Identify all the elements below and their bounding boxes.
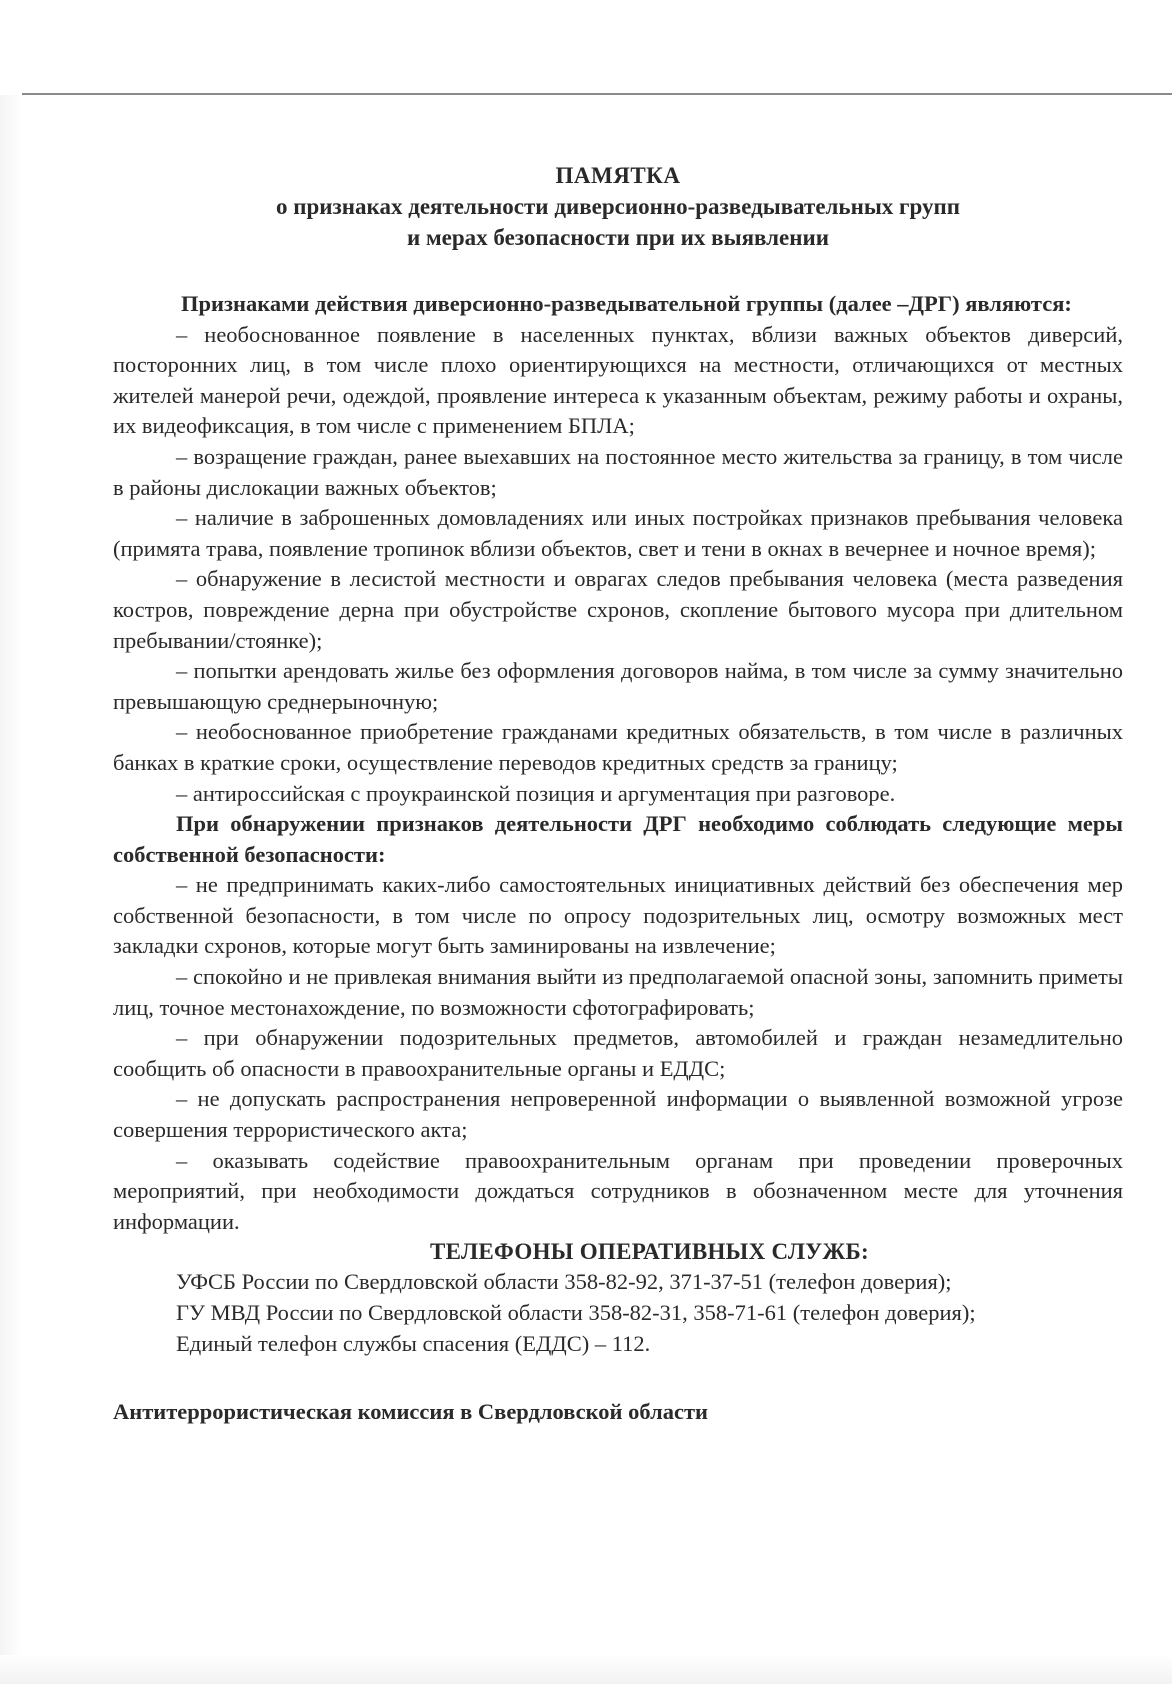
title-subtitle-2: и мерах безопасности при их выявлении [406,225,829,250]
measure-item: – не допускать распространения непроверенной информации о выявленной возможной угрозе совершения террористического акта; [113,1086,1123,1143]
sign-item: – возращение граждан, ранее выехавших на постоянное место жительства за границу, в том числе в районы дислокации важных объектов; [113,443,1123,500]
measures-intro: При обнаружении признаков деятельности ДРГ необходимо соблюдать следующие меры собственной безопасности: [113,811,1123,867]
title-subtitle-1: о признаках деятельности диверсионно-разведывательных групп [276,194,960,219]
document-body [113,289,1123,1359]
scan-page-edge [22,93,1172,95]
sign-item: – антироссийская с проукраинской позиция и аргументация при разговоре. [176,780,896,806]
sign-item: – наличие в заброшенных домовладениях или иных постройках признаков пребывания человека (примята трава, появление тропинок вблизи объектов, свет и тени в окнах в вечернее и ночное время); [113,505,1123,561]
scan-bottom-shadow [0,1655,1172,1684]
sign-item: – необоснованное приобретение гражданами кредитных обязательств, в том числе в различных банках в краткие сроки, осуществление переводов кредитных средств за границу; [113,719,1123,775]
phones-heading: ТЕЛЕФОНЫ ОПЕРАТИВНЫХ СЛУЖБ: [430,1239,869,1265]
sign-item: – попытки арендовать жилье без оформления договоров найма, в том числе за сумму значительно превышающую среднерыночную; [113,658,1123,714]
sign-item: – необоснованное появление в населенных пунктах, вблизи важных объектов диверсий, посторонних лиц, в том числе плохо ориентирующихся на местности, отличающихся от местных жителей манерой речи, одеждой, проявление интереса к указанным объектам, режиму работы и охраны, их видеофиксация, в том числе с применением БПЛА; [113,321,1123,439]
document-title [113,160,1123,253]
sign-item: – обнаружение в лесистой местности и оврагах следов пребывания человека (места разведения костров, повреждение дерна при обустройстве схронов, скопление бытового мусора при длительном пребывании/стоянке); [113,566,1123,653]
phone-item: УФСБ России по Свердловской области 358-82-92, 371-37-51 (телефон доверия); [176,1269,952,1295]
measure-item: – оказывать содействие правоохранительным органам при проведении проверочных мероприятий, при необходимости дождаться сотрудников в обозначенном месте для уточнения информации. [113,1147,1123,1234]
document-page [113,160,1123,1427]
phone-item: ГУ МВД России по Свердловской области 358-82-31, 358-71-61 (телефон доверия); [176,1300,976,1325]
scan-left-shadow [0,95,22,1655]
measure-item: – спокойно и не привлекая внимания выйти из предполагаемой опасной зоны, запомнить приметы лиц, точное местонахождение, по возможности сфотографировать; [113,964,1123,1020]
measure-item: – при обнаружении подозрительных предметов, автомобилей и граждан незамедлительно сообщить об опасности в правоохранительные органы и ЕДДС; [113,1025,1123,1081]
footer-organization: Антитеррористическая комиссия в Свердловской области [113,1399,708,1425]
phone-item: Единый телефон службы спасения (ЕДДС) – 112. [176,1330,651,1356]
signs-intro: Признаками действия диверсионно-разведывательной группы (далее –ДРГ) являются: [181,291,1072,316]
title-main: ПАМЯТКА [555,163,681,188]
measure-item: – не предпринимать каких-либо самостоятельных инициативных действий без обеспечения мер собственной безопасности, в том числе по опросу подозрительных лиц, осмотру возможных мест закладки схронов, которые могут быть заминированы на извлечение; [113,872,1123,959]
